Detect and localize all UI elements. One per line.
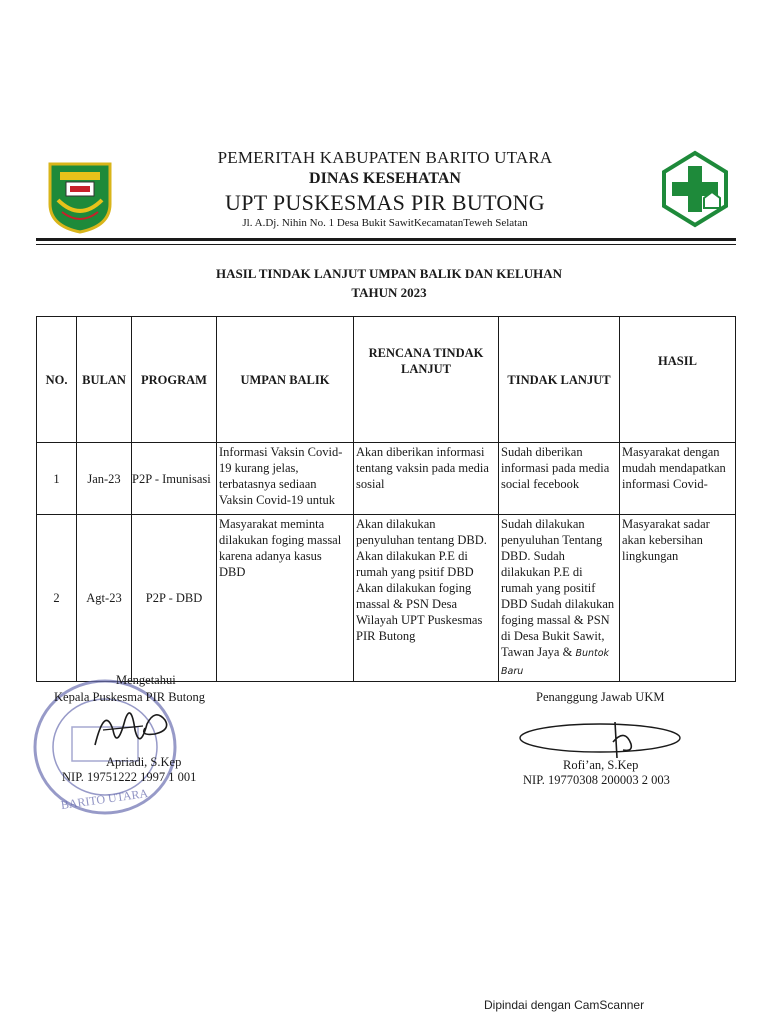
table-row (37, 515, 736, 682)
header-program: PROGRAM (132, 317, 217, 443)
cell-hasil-text: Masyarakat sadar akan kebersihan lingkungan (622, 517, 710, 563)
cell-umpan-balik-text: Masyarakat meminta dilakukan foging massal karena adanya kasus DBD (219, 517, 342, 579)
cell-umpan-balik (217, 515, 354, 682)
table-row (37, 443, 736, 515)
district-emblem-logo (46, 160, 114, 234)
table-header-row (37, 317, 736, 443)
cell-rencana-text: Akan diberikan informasi tentang vaksin pada media sosial (356, 445, 489, 491)
svg-text:BARITO UTARA: BARITO UTARA (59, 785, 149, 813)
right-sign-position: Penanggung Jawab UKM (536, 690, 665, 704)
cell-bulan: Jan-23 (77, 443, 132, 515)
cell-tindak-lanjut (499, 515, 620, 682)
cell-rencana (354, 443, 499, 515)
cell-umpan-balik-text: Informasi Vaksin Covid-19 kurang jelas, terbatasnya sediaan Vaksin Covid-19 untuk (219, 445, 343, 507)
cell-hasil (620, 443, 736, 515)
right-sign-name: Rofi’an, S.Kep (563, 758, 639, 772)
letterhead-institution: UPT PUSKESMAS PIR BUTONG (225, 190, 545, 215)
header-no: NO. (37, 317, 77, 443)
handwritten-note: Buntok Baru (501, 648, 610, 677)
cell-program: P2P - DBD (132, 515, 217, 682)
cell-tindak-lanjut-text: Sudah dilakukan penyuluhan Tentang DBD. Sudah dilakukan P.E di rumah yang positif DBD Sudah dilakukan foging massal & PSN di Desa Bukit Sawit, Tawan Jaya & (501, 517, 615, 659)
cell-no: 1 (37, 443, 77, 515)
cell-tindak-lanjut (499, 443, 620, 515)
cell-hasil-text: Masyarakat dengan mudah mendapatkan informasi Covid- (622, 445, 726, 491)
cell-no: 2 (37, 515, 77, 682)
cell-program: P2P - Imunisasi (132, 443, 217, 515)
cell-hasil (620, 515, 736, 682)
left-sign-position: Kepala Puskesma PIR Butong (54, 690, 206, 704)
letterhead-rule-thin (36, 244, 736, 245)
scanner-footer: Dipindai dengan CamScanner (484, 998, 645, 1012)
cell-tindak-lanjut-text: Sudah diberikan informasi pada media social fecebook (501, 445, 610, 491)
right-sign-nip: NIP. 19770308 200003 2 003 (523, 773, 670, 787)
letterhead-government: PEMERITAH KABUPATEN BARITO UTARA (217, 148, 553, 167)
header-tindak-lanjut: TINDAK LANJUT (499, 317, 620, 443)
cell-umpan-balik (217, 443, 354, 515)
header-umpan-balik: UMPAN BALIK (217, 317, 354, 443)
letterhead-address: Jl. A.Dj. Nihin No. 1 Desa Bukit SawitKecamatanTeweh Selatan (242, 217, 528, 229)
puskesmas-logo (660, 150, 730, 228)
cell-tindak-lanjut-wrap (499, 515, 619, 681)
signature-apriadi (85, 700, 175, 760)
cell-rencana (354, 515, 499, 682)
cell-bulan: Agt-23 (77, 515, 132, 682)
letterhead-department: DINAS KESEHATAN (309, 170, 461, 187)
report-table (36, 316, 736, 682)
header-hasil: HASIL (620, 317, 736, 443)
cell-rencana-text: Akan dilakukan penyuluhan tentang DBD. Akan dilakukan P.E di rumah yang psitif DBD Akan dilakukan foging massal & PSN Desa Wilayah UPT Puskesmas PIR Butong (356, 517, 487, 643)
left-sign-nip: NIP. 19751222 1997 1 001 (62, 770, 197, 784)
left-sign-label: Mengetahui (116, 673, 176, 687)
document-year: TAHUN 2023 (351, 285, 427, 300)
header-bulan: BULAN (77, 317, 132, 443)
signature-rofian (515, 718, 685, 763)
letterhead-rule-thick (36, 238, 736, 241)
document-title: HASIL TINDAK LANJUT UMPAN BALIK DAN KELUHAN (216, 266, 562, 281)
header-rencana: RENCANA TINDAK LANJUT (354, 317, 499, 443)
left-sign-name: Apriadi, S.Kep (106, 755, 182, 769)
